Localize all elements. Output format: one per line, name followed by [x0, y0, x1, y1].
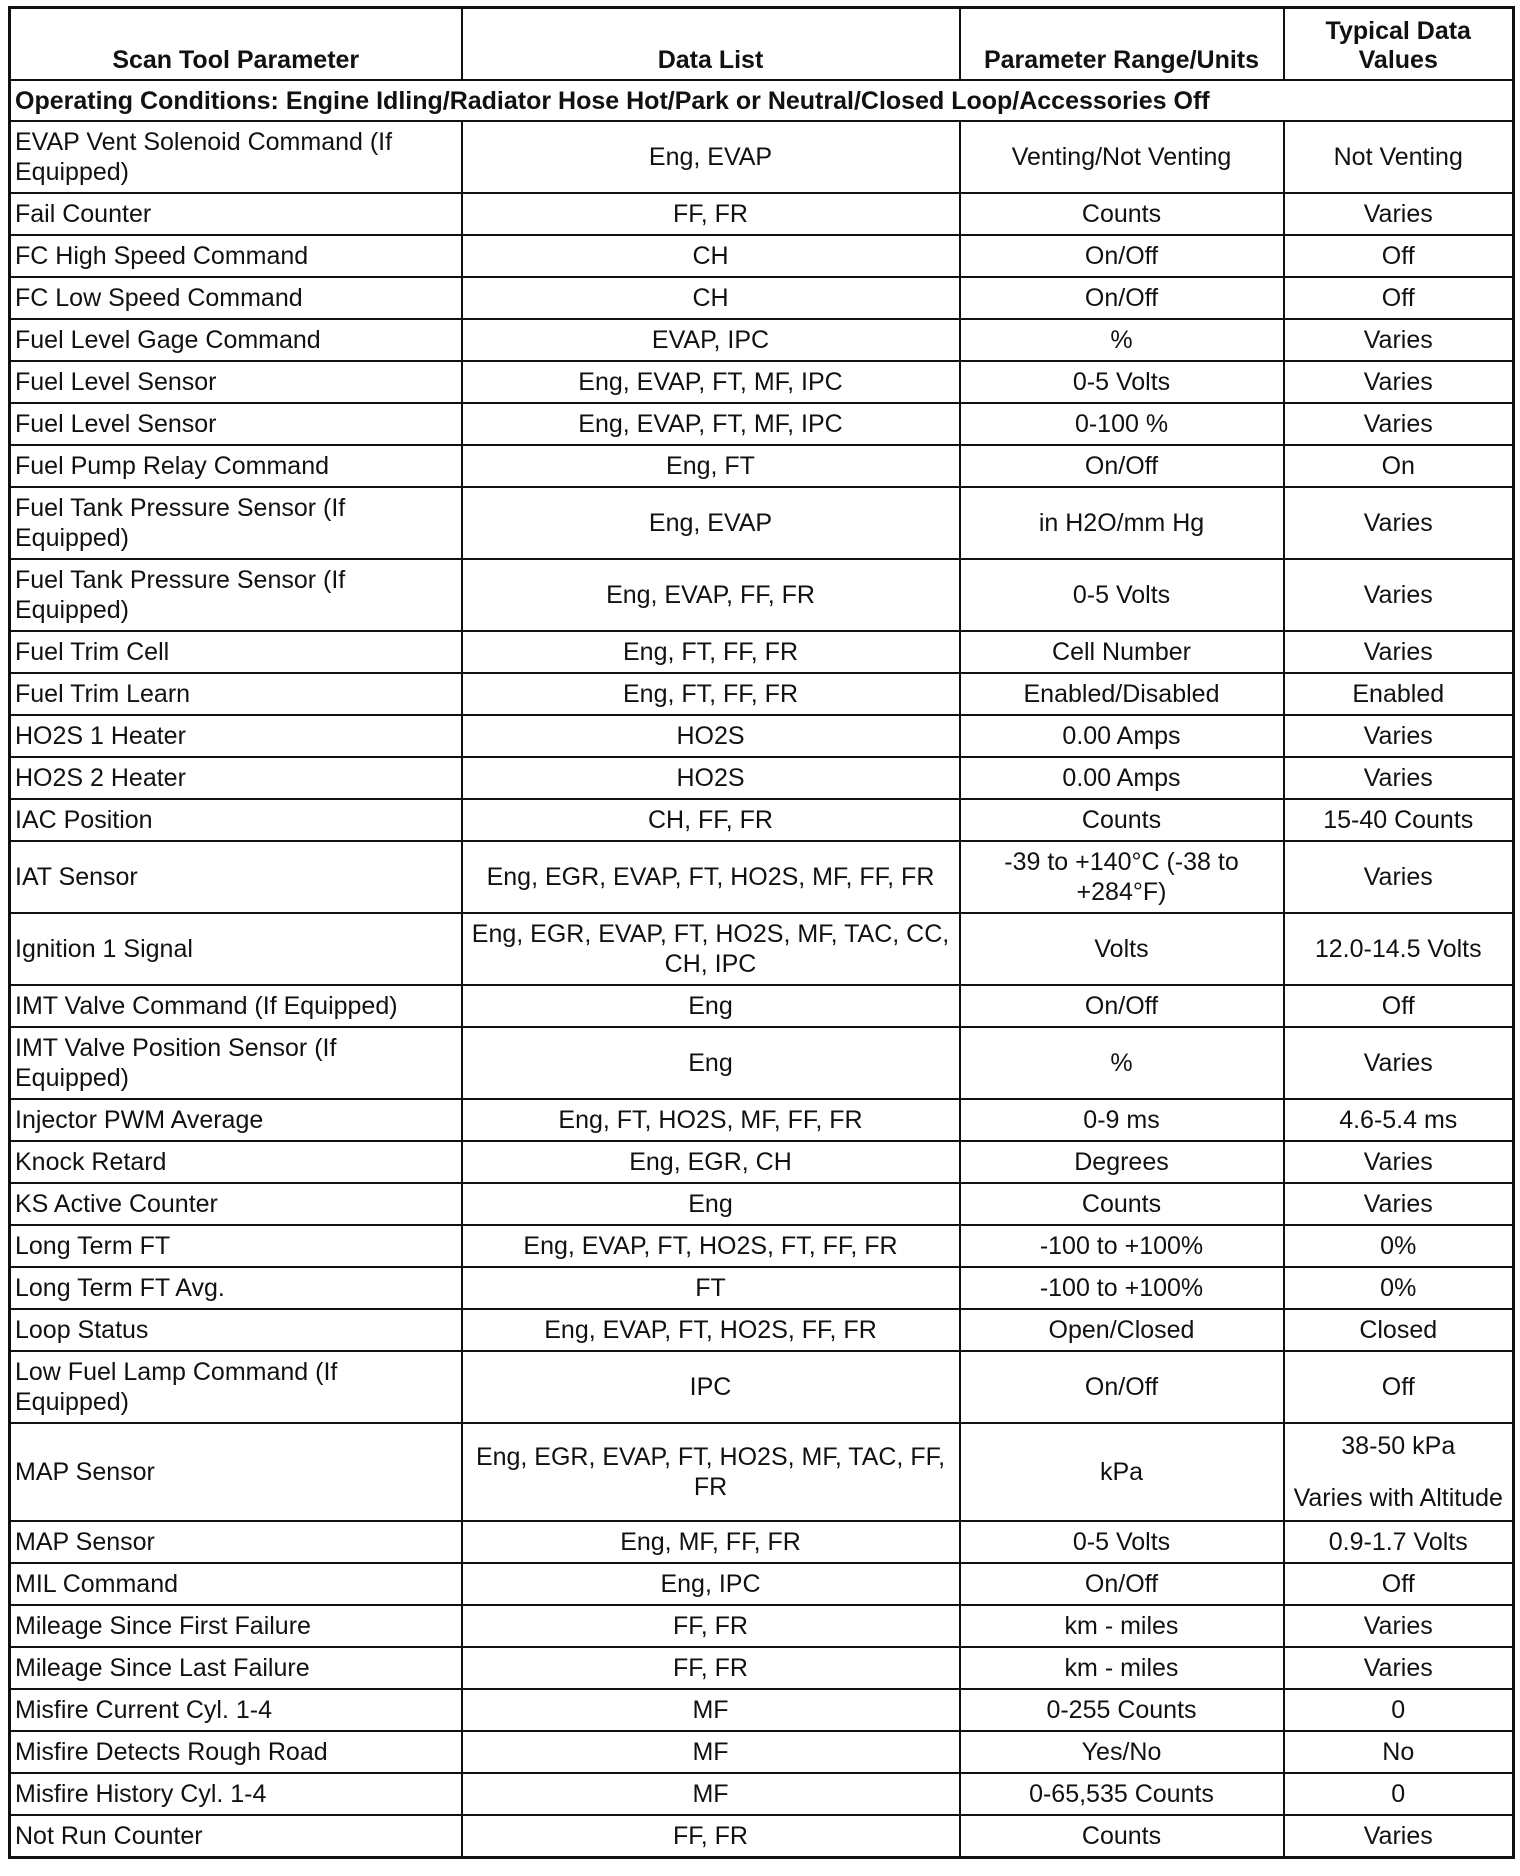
range-cell: Counts	[960, 799, 1284, 841]
data-list-cell: CH	[462, 277, 960, 319]
table-row	[10, 235, 1514, 277]
typical-value-cell: 0%	[1284, 1225, 1514, 1267]
param-cell: HO2S 1 Heater	[10, 715, 462, 757]
table-row	[10, 487, 1514, 559]
table-row	[10, 673, 1514, 715]
scan-tool-data-table	[8, 6, 1515, 1859]
data-list-cell: Eng, EGR, EVAP, FT, HO2S, MF, FF, FR	[462, 841, 960, 913]
param-cell: Long Term FT	[10, 1225, 462, 1267]
typical-value-note: Varies with Altitude	[1293, 1484, 1503, 1512]
table-row	[10, 445, 1514, 487]
data-list-cell: Eng	[462, 1183, 960, 1225]
range-cell: -39 to +140°C (-38 to +284°F)	[960, 841, 1284, 913]
range-cell: On/Off	[960, 1351, 1284, 1423]
typical-value-cell: Off	[1284, 235, 1514, 277]
typical-value-cell: Varies	[1284, 841, 1514, 913]
param-cell: Mileage Since First Failure	[10, 1605, 462, 1647]
typical-value-cell: On	[1284, 445, 1514, 487]
param-cell: Fuel Trim Learn	[10, 673, 462, 715]
typical-value-cell: Enabled	[1284, 673, 1514, 715]
data-list-cell: MF	[462, 1731, 960, 1773]
param-cell: Fuel Tank Pressure Sensor (If Equipped)	[10, 559, 462, 631]
document-page	[8, 6, 1515, 1859]
range-cell: On/Off	[960, 277, 1284, 319]
param-cell: Misfire History Cyl. 1-4	[10, 1773, 462, 1815]
data-list-cell: FF, FR	[462, 193, 960, 235]
table-row	[10, 403, 1514, 445]
table-row	[10, 1731, 1514, 1773]
data-list-cell: Eng, FT, FF, FR	[462, 631, 960, 673]
typical-value-cell: 0	[1284, 1689, 1514, 1731]
table-row	[10, 799, 1514, 841]
param-cell: Fuel Trim Cell	[10, 631, 462, 673]
data-list-cell: HO2S	[462, 715, 960, 757]
table-row	[10, 1563, 1514, 1605]
table-row	[10, 193, 1514, 235]
data-list-cell: Eng, FT, HO2S, MF, FF, FR	[462, 1099, 960, 1141]
typical-value-cell: Varies	[1284, 757, 1514, 799]
param-cell: IAT Sensor	[10, 841, 462, 913]
typical-value-cell: 0.9-1.7 Volts	[1284, 1521, 1514, 1563]
table-row	[10, 1521, 1514, 1563]
param-cell: HO2S 2 Heater	[10, 757, 462, 799]
param-cell: MAP Sensor	[10, 1521, 462, 1563]
data-list-cell: CH	[462, 235, 960, 277]
range-cell: On/Off	[960, 1563, 1284, 1605]
table-header-row	[10, 8, 1514, 81]
data-list-cell: Eng, EVAP, FF, FR	[462, 559, 960, 631]
table-row	[10, 1351, 1514, 1423]
typical-value-cell: Off	[1284, 1563, 1514, 1605]
range-cell: kPa	[960, 1423, 1284, 1521]
param-cell: Injector PWM Average	[10, 1099, 462, 1141]
typical-value-cell: No	[1284, 1731, 1514, 1773]
typical-value-cell: Not Venting	[1284, 121, 1514, 193]
header-typical-line-1: Typical Data	[1325, 17, 1471, 45]
typical-value-cell: Varies	[1284, 1141, 1514, 1183]
typical-value-cell: Varies	[1284, 487, 1514, 559]
operating-conditions-row	[10, 80, 1514, 121]
header-scan-tool-parameter: Scan Tool Parameter	[10, 8, 462, 81]
data-list-cell: Eng, EVAP, FT, MF, IPC	[462, 361, 960, 403]
data-list-cell: Eng, EVAP, FT, HO2S, FT, FF, FR	[462, 1225, 960, 1267]
typical-value-cell: Varies	[1284, 403, 1514, 445]
range-cell: Counts	[960, 1183, 1284, 1225]
table-row	[10, 631, 1514, 673]
typical-value-cell: Varies	[1284, 1183, 1514, 1225]
table-row	[10, 277, 1514, 319]
table-row	[10, 715, 1514, 757]
param-cell: Mileage Since Last Failure	[10, 1647, 462, 1689]
header-data-list: Data List	[462, 8, 960, 81]
param-cell: IMT Valve Position Sensor (If Equipped)	[10, 1027, 462, 1099]
table-row	[10, 1647, 1514, 1689]
data-list-cell: Eng, MF, FF, FR	[462, 1521, 960, 1563]
range-cell: %	[960, 1027, 1284, 1099]
data-list-cell: Eng, EVAP	[462, 121, 960, 193]
param-cell: IMT Valve Command (If Equipped)	[10, 985, 462, 1027]
data-list-cell: FF, FR	[462, 1815, 960, 1858]
typical-value-cell: Varies	[1284, 193, 1514, 235]
range-cell: Open/Closed	[960, 1309, 1284, 1351]
typical-value-cell: 0	[1284, 1773, 1514, 1815]
typical-value-cell: Varies	[1284, 361, 1514, 403]
param-cell: MIL Command	[10, 1563, 462, 1605]
param-cell: Knock Retard	[10, 1141, 462, 1183]
table-row	[10, 1267, 1514, 1309]
range-cell: 0-65,535 Counts	[960, 1773, 1284, 1815]
range-cell: km - miles	[960, 1647, 1284, 1689]
table-row	[10, 1225, 1514, 1267]
data-list-cell: HO2S	[462, 757, 960, 799]
typical-value-cell: Varies	[1284, 1647, 1514, 1689]
range-cell: Degrees	[960, 1141, 1284, 1183]
param-cell: Fuel Level Sensor	[10, 403, 462, 445]
table-row	[10, 1099, 1514, 1141]
table-row	[10, 985, 1514, 1027]
param-cell: Fuel Pump Relay Command	[10, 445, 462, 487]
param-cell: Long Term FT Avg.	[10, 1267, 462, 1309]
range-cell: Counts	[960, 193, 1284, 235]
data-list-cell: Eng	[462, 1027, 960, 1099]
param-cell: Not Run Counter	[10, 1815, 462, 1858]
table-row	[10, 913, 1514, 985]
table-row	[10, 841, 1514, 913]
typical-value-cell: Varies	[1284, 1815, 1514, 1858]
typical-value: 38-50 kPa	[1341, 1432, 1456, 1460]
range-cell: -100 to +100%	[960, 1225, 1284, 1267]
data-list-cell: Eng, EVAP, FT, MF, IPC	[462, 403, 960, 445]
data-list-cell: Eng, IPC	[462, 1563, 960, 1605]
range-cell: Volts	[960, 913, 1284, 985]
table-row	[10, 1141, 1514, 1183]
range-cell: in H2O/mm Hg	[960, 487, 1284, 559]
range-cell: 0-100 %	[960, 403, 1284, 445]
range-cell: 0.00 Amps	[960, 715, 1284, 757]
param-cell: FC Low Speed Command	[10, 277, 462, 319]
range-cell: 0-5 Volts	[960, 361, 1284, 403]
typical-value-cell: Varies	[1284, 559, 1514, 631]
table-row	[10, 1423, 1514, 1521]
range-cell: On/Off	[960, 985, 1284, 1027]
data-list-cell: Eng	[462, 985, 960, 1027]
data-list-cell: Eng, EGR, EVAP, FT, HO2S, MF, TAC, FF, FR	[462, 1423, 960, 1521]
typical-value-cell: Varies	[1284, 631, 1514, 673]
table-row	[10, 361, 1514, 403]
typical-value-cell: Off	[1284, 277, 1514, 319]
table-row	[10, 1815, 1514, 1858]
param-cell: Fuel Level Sensor	[10, 361, 462, 403]
header-typical-line-2: Values	[1358, 46, 1438, 74]
data-list-cell: MF	[462, 1689, 960, 1731]
data-list-cell: FF, FR	[462, 1605, 960, 1647]
data-list-cell: Eng, EVAP, FT, HO2S, FF, FR	[462, 1309, 960, 1351]
data-list-cell: MF	[462, 1773, 960, 1815]
data-list-cell: Eng, EVAP	[462, 487, 960, 559]
range-cell: Enabled/Disabled	[960, 673, 1284, 715]
param-cell: FC High Speed Command	[10, 235, 462, 277]
typical-value-cell: Off	[1284, 985, 1514, 1027]
range-cell: -100 to +100%	[960, 1267, 1284, 1309]
param-cell: Misfire Detects Rough Road	[10, 1731, 462, 1773]
data-list-cell: Eng, EGR, EVAP, FT, HO2S, MF, TAC, CC, CH, IPC	[462, 913, 960, 985]
param-cell: Fail Counter	[10, 193, 462, 235]
range-cell: 0-9 ms	[960, 1099, 1284, 1141]
range-cell: On/Off	[960, 235, 1284, 277]
range-cell: 0-5 Volts	[960, 559, 1284, 631]
param-cell: Fuel Tank Pressure Sensor (If Equipped)	[10, 487, 462, 559]
range-cell: km - miles	[960, 1605, 1284, 1647]
header-parameter-range: Parameter Range/Units	[960, 8, 1284, 81]
table-row	[10, 1309, 1514, 1351]
param-cell: IAC Position	[10, 799, 462, 841]
typical-value-cell: Varies	[1284, 319, 1514, 361]
header-typical-data-values	[1284, 8, 1514, 81]
data-list-cell: Eng, FT	[462, 445, 960, 487]
table-row	[10, 1773, 1514, 1815]
table-row	[10, 1183, 1514, 1225]
range-cell: Venting/Not Venting	[960, 121, 1284, 193]
param-cell: Ignition 1 Signal	[10, 913, 462, 985]
data-list-cell: FT	[462, 1267, 960, 1309]
table-row	[10, 757, 1514, 799]
typical-value-cell: Off	[1284, 1351, 1514, 1423]
data-list-cell: FF, FR	[462, 1647, 960, 1689]
typical-value-cell: 12.0-14.5 Volts	[1284, 913, 1514, 985]
range-cell: Yes/No	[960, 1731, 1284, 1773]
range-cell: 0.00 Amps	[960, 757, 1284, 799]
data-list-cell: EVAP, IPC	[462, 319, 960, 361]
data-list-cell: IPC	[462, 1351, 960, 1423]
typical-value-cell: 4.6-5.4 ms	[1284, 1099, 1514, 1141]
data-list-cell: Eng, EGR, CH	[462, 1141, 960, 1183]
range-cell: Cell Number	[960, 631, 1284, 673]
typical-value-cell: Varies	[1284, 715, 1514, 757]
typical-value-cell	[1284, 1423, 1514, 1521]
param-cell: MAP Sensor	[10, 1423, 462, 1521]
operating-conditions: Operating Conditions: Engine Idling/Radiator Hose Hot/Park or Neutral/Closed Loop/Accessories Off	[10, 80, 1514, 121]
table-row	[10, 1027, 1514, 1099]
range-cell: 0-5 Volts	[960, 1521, 1284, 1563]
range-cell: %	[960, 319, 1284, 361]
line-gap	[1291, 1461, 1507, 1483]
range-cell: Counts	[960, 1815, 1284, 1858]
typical-value-cell: 15-40 Counts	[1284, 799, 1514, 841]
table-row	[10, 121, 1514, 193]
range-cell: 0-255 Counts	[960, 1689, 1284, 1731]
typical-value-cell: Varies	[1284, 1027, 1514, 1099]
table-row	[10, 1689, 1514, 1731]
data-list-cell: Eng, FT, FF, FR	[462, 673, 960, 715]
range-cell: On/Off	[960, 445, 1284, 487]
param-cell: Loop Status	[10, 1309, 462, 1351]
param-cell: Misfire Current Cyl. 1-4	[10, 1689, 462, 1731]
table-row	[10, 319, 1514, 361]
table-row	[10, 559, 1514, 631]
table-row	[10, 1605, 1514, 1647]
param-cell: Fuel Level Gage Command	[10, 319, 462, 361]
typical-value-cell: Varies	[1284, 1605, 1514, 1647]
typical-value-cell: 0%	[1284, 1267, 1514, 1309]
param-cell: KS Active Counter	[10, 1183, 462, 1225]
param-cell: EVAP Vent Solenoid Command (If Equipped)	[10, 121, 462, 193]
typical-value-cell: Closed	[1284, 1309, 1514, 1351]
data-list-cell: CH, FF, FR	[462, 799, 960, 841]
param-cell: Low Fuel Lamp Command (If Equipped)	[10, 1351, 462, 1423]
